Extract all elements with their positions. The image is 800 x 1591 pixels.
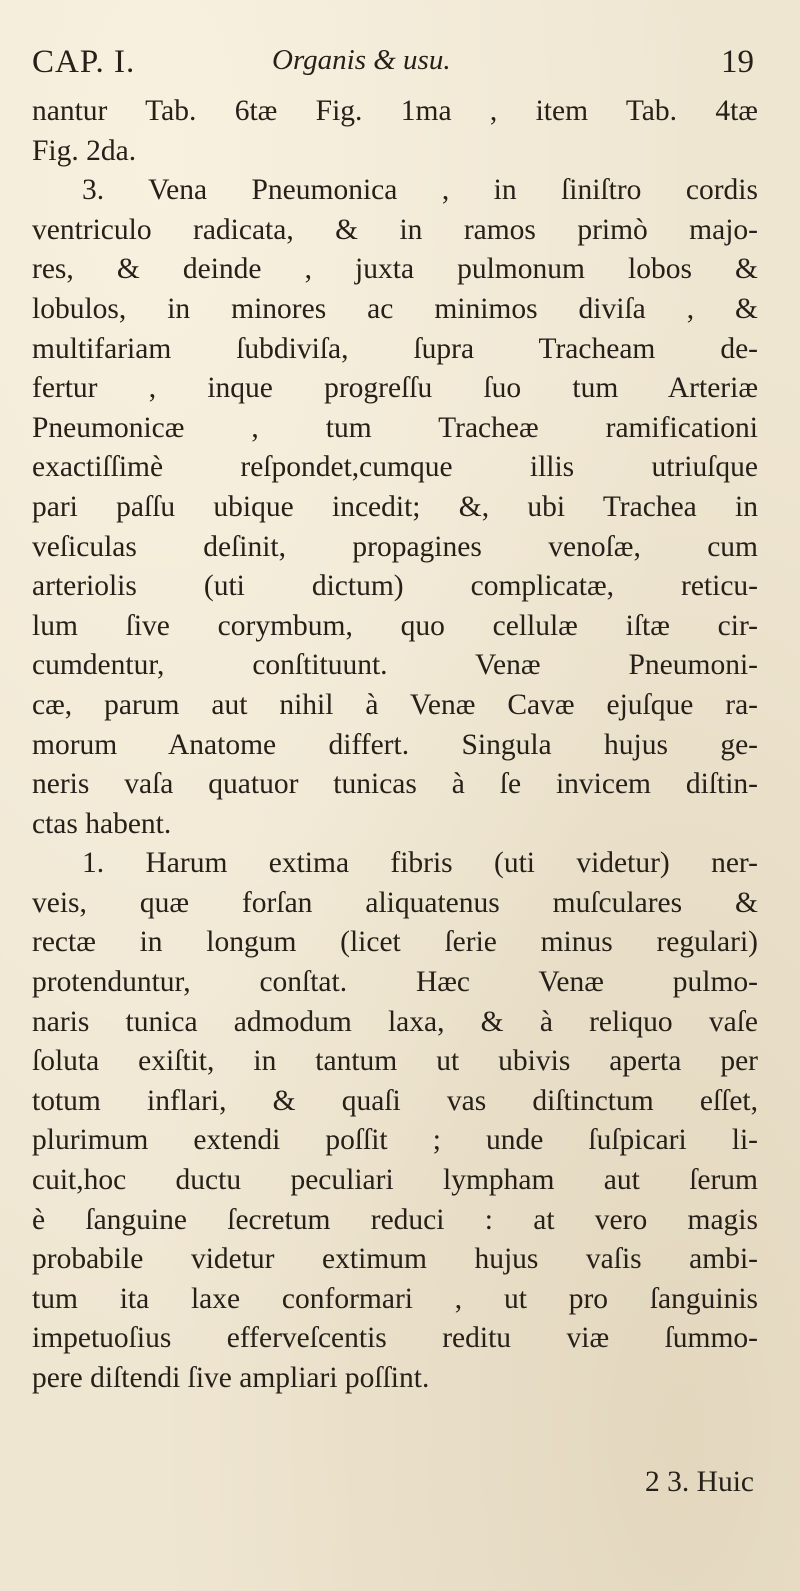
text-line: veſiculas deſinit, propagines venoſæ, cum (32, 530, 758, 563)
text-line: protenduntur, conſtat. Hæc Venæ pulmo- (32, 966, 758, 999)
text-line: cuit,hoc ductu peculiari lympham aut ſerum (32, 1164, 758, 1197)
text-line: 1. Harum extima fibris (uti videtur) ner- (82, 847, 758, 880)
text-line: 3. Vena Pneumonica , in ſiniſtro cordis (82, 174, 758, 207)
text-line: rectæ in longum (licet ſerie minus regulari) (32, 926, 758, 959)
text-line: neris vaſa quatuor tunicas à ſe invicem diſtin- (32, 768, 758, 801)
catchword: 2 3. Huic (645, 1466, 754, 1498)
text-line: arteriolis (uti dictum) complicatæ, reticu- (32, 570, 758, 603)
text-line: plurimum extendi poſſit ; unde ſuſpicari li- (32, 1124, 758, 1157)
text-line: morum Anatome differt. Singula hujus ge- (32, 728, 758, 761)
text-line: Pneumonicæ , tum Tracheæ ramificationi (32, 411, 758, 444)
text-line: probabile videtur extimum hujus vaſis ambi- (32, 1243, 758, 1276)
text-line: pere diſtendi ſive ampliari poſſint. (32, 1362, 430, 1394)
text-line: exactiſſimè reſpondet,cumque illis utriuſque (32, 451, 758, 484)
text-line: totum inflari, & quaſi vas diſtinctum eſſet, (32, 1084, 758, 1117)
text-line: ventriculo radicata, & in ramos primò majo- (32, 213, 758, 246)
text-line: nantur Tab. 6tæ Fig. 1ma , item Tab. 4tæ (32, 95, 758, 127)
text-line: lum ſive corymbum, quo cellulæ iſtæ cir- (32, 609, 758, 642)
text-line: naris tunica admodum laxa, & à reliquo vaſe (32, 1005, 758, 1038)
text-line: lobulos, in minores ac minimos diviſa , & (32, 292, 758, 325)
text-line: impetuoſius effervеſcentis reditu viæ ſummo- (32, 1322, 758, 1355)
text-line: Fig. 2da. (32, 134, 137, 167)
text-line: tum ita laxe conformari , ut pro ſanguinis (32, 1282, 758, 1315)
text-line: veis, quæ forſan aliquatenus muſculares & (32, 886, 758, 919)
catchword-area (32, 1466, 754, 1506)
text-line: multifariam ſubdiviſa, ſupra Tracheam de- (32, 332, 758, 365)
text-line: cumdentur, conſtituunt. Venæ Pneumoni- (32, 649, 758, 682)
running-title: Organis & usu. (272, 44, 451, 76)
text-line: cæ, parum aut nihil à Venæ Cavæ ejuſque ra- (32, 688, 758, 721)
text-line: fertur , inque progreſſu ſuo tum Arteriæ (32, 372, 758, 405)
running-header (32, 44, 754, 92)
chapter-heading: CAP. I. (32, 44, 136, 80)
text-line: pari paſſu ubique incedit; &, ubi Trachea in (32, 490, 758, 523)
text-line: res, & deinde , juxta pulmonum lobos & (32, 253, 758, 286)
body-text (32, 92, 758, 1399)
text-line: è ſanguine ſecretum reduci : at vero magis (32, 1203, 758, 1236)
text-line: ſoluta exiſtit, in tantum ut ubivis aperta per (32, 1045, 758, 1078)
text-line: ctas habent. (32, 807, 172, 840)
page-number: 19 (721, 44, 754, 80)
